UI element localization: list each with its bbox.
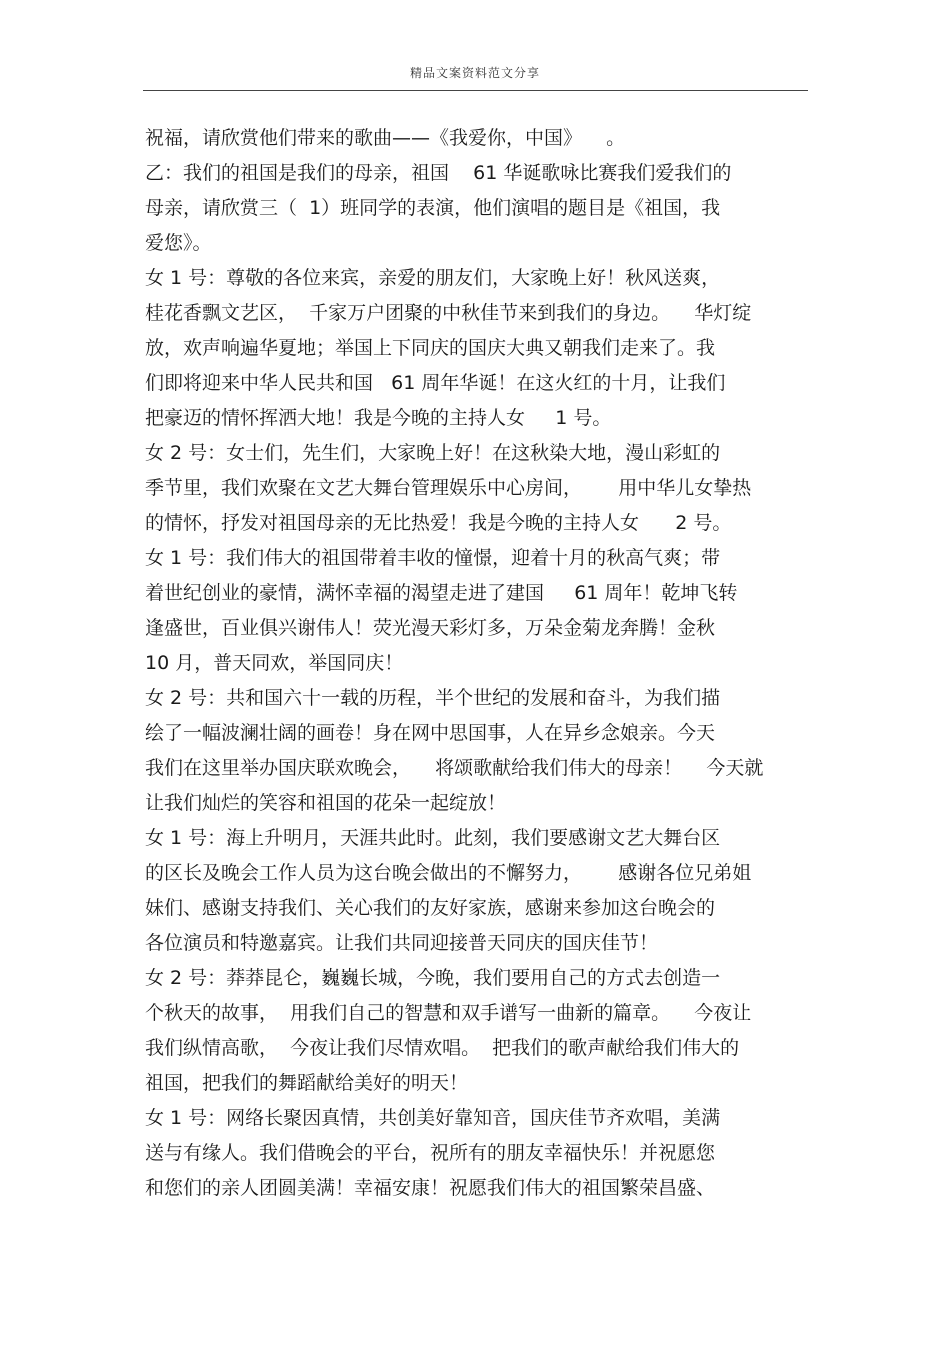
text-line: 让我们灿烂的笑容和祖国的花朵一起绽放！: [145, 792, 507, 814]
text-line: 女 1 号：我们伟大的祖国带着丰收的憧憬，迎着十月的秋高气爽；带: [145, 547, 721, 569]
text-line: 季节里，我们欢聚在文艺大舞台管理娱乐中心房间， 用中华儿女挚热: [145, 477, 752, 499]
text-line: 母亲，请欣赏三（ 1）班同学的表演，他们演唱的题目是《祖国，我: [145, 197, 721, 219]
text-line: 爱您》。: [145, 232, 212, 254]
text-line: 个秋天的故事， 用我们自己的智慧和双手谱写一曲新的篇章。 今夜让: [145, 1002, 752, 1024]
text-line: 的情怀，抒发对祖国母亲的无比热爱！我是今晚的主持人女 2 号。: [145, 512, 732, 534]
text-line: 乙：我们的祖国是我们的母亲，祖国 61 华诞歌咏比赛我们爱我们的: [145, 162, 732, 184]
text-line: 女 2 号：莽莽昆仑，巍巍长城，今晚，我们要用自己的方式去创造一: [145, 967, 721, 989]
text-line: 女 1 号：海上升明月，天涯共此时。此刻，我们要感谢文艺大舞台区: [145, 827, 721, 849]
text-line: 和您们的亲人团圆美满！幸福安康！祝愿我们伟大的祖国繁荣昌盛、: [145, 1177, 716, 1199]
text-line: 女 2 号：共和国六十一载的历程，半个世纪的发展和奋斗，为我们描: [145, 687, 721, 709]
text-line: 逢盛世，百业俱兴谢伟人！荧光漫天彩灯多，万朵金菊龙奔腾！金秋: [145, 617, 716, 639]
text-line: 女 2 号：女士们，先生们，大家晚上好！在这秋染大地，漫山彩虹的: [145, 442, 721, 464]
text-line: 把豪迈的情怀挥洒大地！我是今晚的主持人女 1 号。: [145, 407, 612, 429]
text-line: 祝福，请欣赏他们带来的歌曲——《我爱你，中国》 。: [145, 127, 626, 149]
text-line: 送与有缘人。我们借晚会的平台，祝所有的朋友幸福快乐！并祝愿您: [145, 1142, 716, 1164]
text-line: 女 1 号：网络长聚因真情，共创美好靠知音，国庆佳节齐欢唱，美满: [145, 1107, 721, 1129]
text-line: 着世纪创业的豪情，满怀幸福的渴望走进了建国 61 周年！乾坤飞转: [145, 582, 738, 604]
text-line: 桂花香飘文艺区， 千家万户团聚的中秋佳节来到我们的身边。 华灯绽: [145, 302, 752, 324]
text-line: 们即将迎来中华人民共和国 61 周年华诞！在这火红的十月，让我们: [145, 372, 726, 394]
text-line: 绘了一幅波澜壮阔的画卷！身在网中思国事，人在异乡念娘亲。今天: [145, 722, 716, 744]
text-line: 妹们、感谢支持我们、关心我们的友好家族，感谢来参加这台晚会的: [145, 897, 716, 919]
page-header: 精品文案资料范文分享: [409, 66, 540, 80]
document-body: [145, 121, 815, 1206]
text-line: 10 月，普天同欢，举国同庆！: [145, 652, 404, 674]
text-line: 女 1 号：尊敬的各位来宾，亲爱的朋友们，大家晚上好！秋风送爽，: [145, 267, 721, 289]
text-line: 祖国，把我们的舞蹈献给美好的明天！: [145, 1072, 469, 1094]
header-divider: [143, 90, 808, 91]
text-line: 我们在这里举办国庆联欢晚会， 将颂歌献给我们伟大的母亲！ 今天就: [145, 757, 764, 779]
text-line: 各位演员和特邀嘉宾。让我们共同迎接普天同庆的国庆佳节！: [145, 932, 659, 954]
text-line: 的区长及晚会工作人员为这台晚会做出的不懈努力， 感谢各位兄弟姐: [145, 862, 752, 884]
text-line: 我们纵情高歌， 今夜让我们尽情欢唱。 把我们的歌声献给我们伟大的: [145, 1037, 740, 1059]
text-line: 放，欢声响遍华夏地；举国上下同庆的国庆大典又朝我们走来了。我: [145, 337, 716, 359]
